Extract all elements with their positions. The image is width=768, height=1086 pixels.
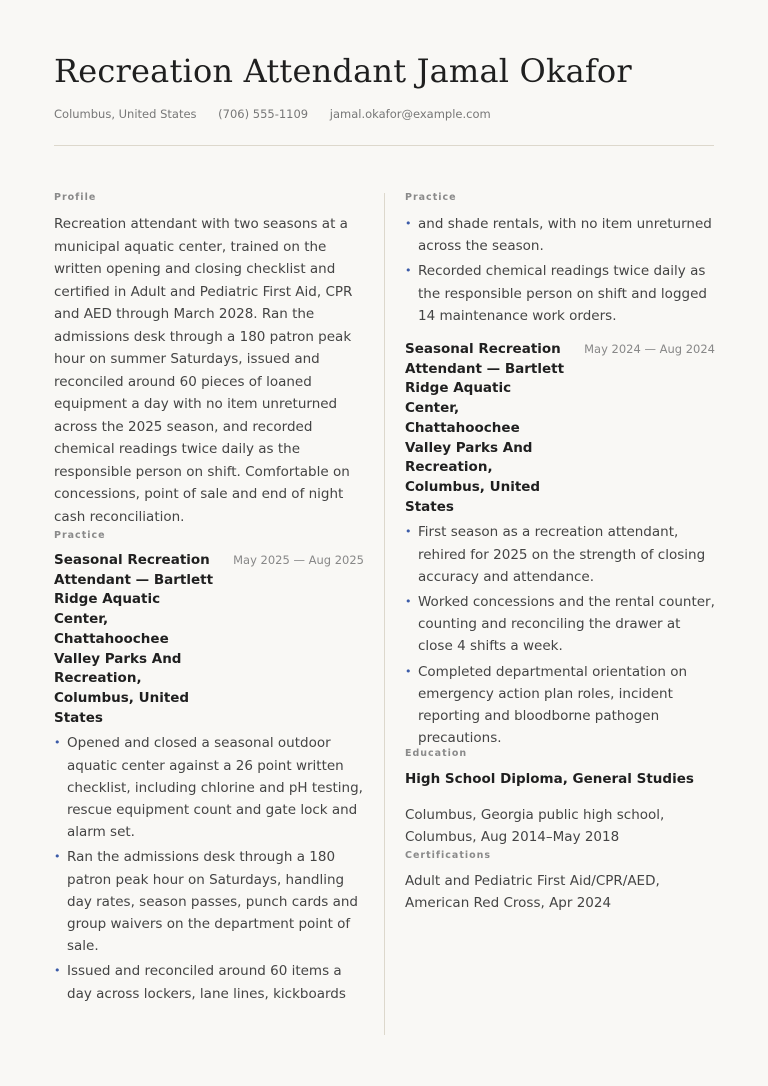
- profile-summary: Recreation attendant with two seasons at a municipal aquatic center, trained on the written opening and closing checklist and certified in Adult and Pediatric First Aid, CPR and AED through March 2028. Ran the admissions desk through a 180 patron peak hour on summer Saturdays, issued and reconciled around 60 pieces of loaned equipment a day with no item unreturned across the 2025 season, and recorded chemical readings twice daily as the responsible person on shift. Comfortable on concessions, point of sale and end of night cash reconciliation.: [54, 216, 353, 525]
- bullet-item: • Opened and closed a seasonal outdoor aquatic center against a 26 point written checklist, including chlorine and pH testing, rescue equipment count and gate lock and alarm set.: [54, 732, 364, 843]
- certifications-heading: Certifications: [405, 850, 492, 862]
- practice-heading: Practice: [54, 530, 106, 541]
- job-bullets: [405, 521, 715, 749]
- job-dates: May 2025 — Aug 2025: [233, 553, 364, 567]
- job-header: [54, 551, 364, 728]
- contact-line: [54, 107, 509, 121]
- phone: (706) 555-1109: [218, 107, 309, 121]
- right-column: [405, 190, 715, 914]
- certification-entry: Adult and Pediatric First Aid/CPR/AED, American Red Cross, Apr 2024: [405, 873, 660, 911]
- job-header: [405, 340, 715, 517]
- job-title: Seasonal Recreation Attendant — Bartlett Ridge Aquatic Center, Chattahoochee Valley Parks And Recreation, Columbus, United States: [405, 341, 565, 515]
- education-degree: High School Diploma, General Studies: [405, 771, 694, 788]
- bullet-item: • Worked concessions and the rental counter, counting and reconciling the drawer at close 4 shifts a week.: [405, 591, 715, 658]
- bullet-item: • Recorded chemical readings twice daily as the responsible person on shift and logged 14 maintenance work orders.: [405, 260, 715, 327]
- column-divider: [384, 193, 385, 1035]
- bullet-item: • and shade rentals, with no item unreturned across the season.: [405, 213, 715, 257]
- job-bullets: [54, 732, 364, 1004]
- continued-bullets: [405, 213, 715, 327]
- bullet-item: • Completed departmental orientation on emergency action plan roles, incident reporting and bloodborne pathogen precautions.: [405, 661, 715, 750]
- bullet-item: • Ran the admissions desk through a 180 patron peak hour on Saturdays, handling day rates, season passes, punch cards and group waivers on the department point of sale.: [54, 846, 364, 957]
- practice-heading: Practice: [405, 192, 457, 203]
- profile-heading: Profile: [54, 192, 97, 203]
- education-heading: Education: [405, 748, 468, 760]
- job-dates: May 2024 — Aug 2024: [584, 342, 715, 357]
- candidate-name: Recreation Attendant Jamal Okafor: [54, 52, 632, 90]
- education-details: Columbus, Georgia public high school, Columbus, Aug 2014–May 2018: [405, 807, 665, 845]
- job-title: Seasonal Recreation Attendant — Bartlett Ridge Aquatic Center, Chattahoochee Valley Parks And Recreation, Columbus, United States: [54, 552, 214, 726]
- location: Columbus, United States: [54, 107, 197, 121]
- bullet-item: • Issued and reconciled around 60 items a day across lockers, lane lines, kickboards: [54, 960, 364, 1004]
- bullet-item: • First season as a recreation attendant, rehired for 2025 on the strength of closing accuracy and attendance.: [405, 521, 715, 588]
- header-divider: [54, 145, 714, 146]
- email: jamal.okafor@example.com: [329, 107, 491, 121]
- left-column: [54, 190, 364, 1008]
